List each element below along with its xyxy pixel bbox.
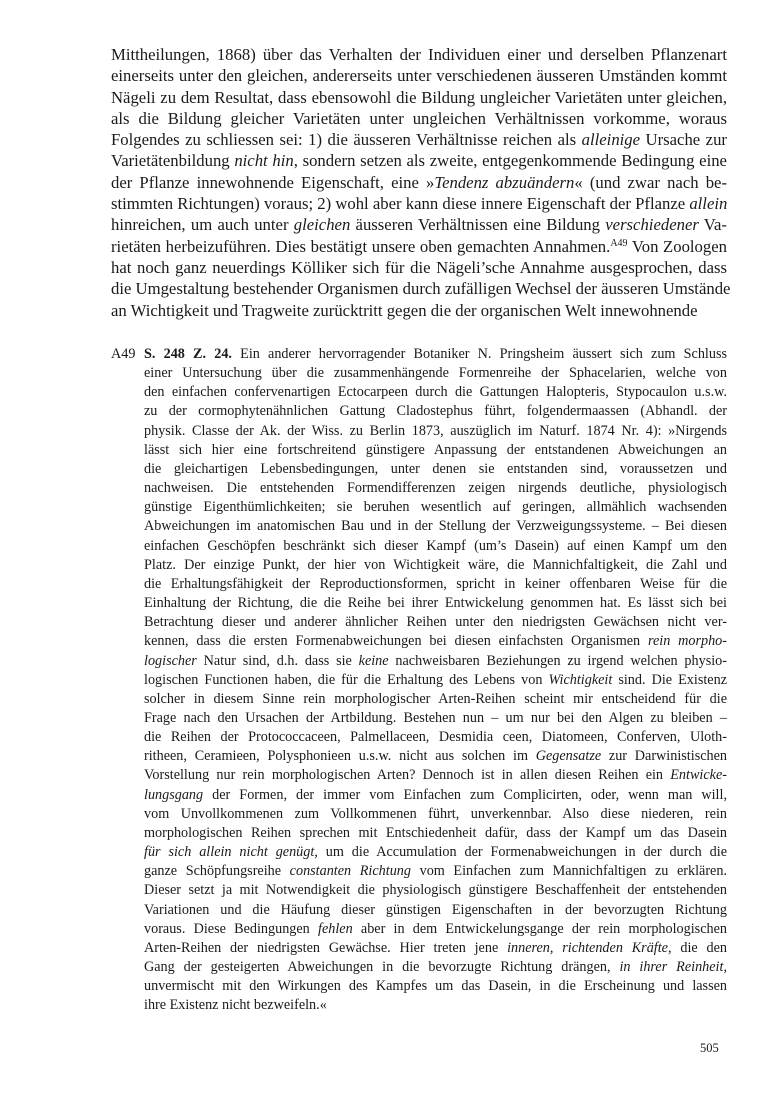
italic-text: rein morpho- — [647, 633, 727, 650]
main-text-line: die Umgestaltung bestehender Organismen durch zufälligen Wechsel der äusseren Umstände — [111, 279, 731, 299]
endnote-line: einfachen Geschöpfen beschränkt sich dieser Kampf (um’s Dasein) auf einen Kampf um den — [144, 537, 727, 554]
endnote-line: Einhaltung der Richtung, die die Reihe bei ihrer Entwickelung genommen hat. Es lässt sich bei — [144, 595, 727, 612]
endnote-line: morphologischen Reihen sprechen mit Entschiedenheit dafür, dass der Kampf um das Dasein — [144, 824, 727, 841]
main-text-line: rietäten herbeizuführen. Dies bestätigt unsere oben gemachten Annahmen.$^{A49}$ Von Zoologen — [111, 236, 727, 256]
main-text-line: hat noch ganz neuerdings Kölliker sich für die Nägeli’sche Annahme ausgesprochen, dass — [111, 257, 727, 277]
endnote-a49 — [111, 345, 727, 1015]
endnote-line: Arten-Reihen der niedrigsten Gewächse. Hier treten jene inneren, richtenden Kräfte, die den — [144, 939, 727, 956]
endnote-line: S. 248 Z. 24. Ein anderer hervorragender Botaniker N. Pringsheim äussert sich zum Schluss — [144, 346, 727, 362]
endnote-reference: A49 — [610, 237, 628, 249]
italic-text: Tendenz abzuändern — [434, 172, 575, 192]
italic-text: in ihrer Reinheit — [619, 959, 724, 975]
endnote-line: Gang der gesteigerten Abweichungen in die bevorzugte Richtung drängen, in ihrer Reinheit, — [144, 959, 727, 975]
main-text — [111, 44, 731, 321]
endnote-line: die Erhaltungsfähigkeit der Reproductionsformen, spricht in keiner offenbaren Weise für die — [144, 575, 727, 592]
main-text-line: Varietätenbildung nicht hin, sondern setzen als zweite, entgegenkommende Bedingung eine — [111, 151, 727, 171]
endnote-line: nachweisen. Die entstehenden Formendifferenzen zeigen nirgends deutliche, physiologisch — [144, 480, 727, 497]
endnote-body — [144, 345, 727, 1015]
italic-text: verschiedener — [605, 215, 699, 235]
endnote-line: Vorstellung nur rein morphologischen Arten? Dennoch ist in allen diesen Reihen ein Entwicke- — [144, 767, 727, 784]
page-number: 505 — [700, 1041, 719, 1055]
endnote-line: kennen, dass die ersten Formenabweichungen bei diesen einfachsten Organismen rein morpho- — [144, 633, 727, 650]
italic-text: lungsgang — [144, 786, 204, 803]
italic-text: für sich allein nicht genügt, — [144, 844, 318, 861]
endnote-line: logischen Functionen haben, die für die Erhaltung des Lebens von Wichtigkeit sind. Die Existenz — [144, 671, 727, 688]
endnote-line: lässt sich hier eine fortschreitend günstigere Anpassung der entstandenen Abweichungen an — [144, 441, 727, 458]
main-text-line: Nägeli zu dem Resultat, dass ebensowohl die Bildung ungleicher Varietäten unter gleichen, — [111, 87, 727, 107]
endnote-line: Abweichungen im anatomischen Bau und in der Stellung der Verzweigungssysteme. – Bei diesen — [144, 518, 727, 535]
endnote-line: die gleichartigen Lebensbedingungen, unter denen sie entstanden sind, voraussetzen und — [144, 460, 727, 477]
main-text-line: Mittheilungen, 1868) über das Verhalten der Individuen einer und derselben Pflanzenart — [111, 45, 727, 64]
main-text-line: Folgendes zu schliessen sei: 1) die äusseren Verhältnisse reichen als alleinige Ursache zur — [111, 130, 727, 150]
endnote-line: den einfachen confervenartigen Ectocarpeen durch die Gattungen Halopteris, Stypocaulon u.s.w. — [144, 384, 727, 401]
italic-text: Wichtigkeit — [548, 671, 613, 688]
endnote-line: voraus. Diese Bedingungen fehlen aber in dem Entwickelungsgange der rein morphologischen — [144, 920, 727, 937]
main-text-line: einerseits unter den gleichen, andererseits unter verschiedenen äusseren Umständen kommt — [111, 66, 727, 86]
endnote-line: einer Untersuchung über die zusammenhängende Formenreihe der Sphacelarien, welche von — [144, 365, 727, 382]
italic-text: Entwicke- — [670, 767, 727, 784]
note-lemma: S. 248 Z. 24. — [144, 346, 232, 362]
italic-text: gleichen — [293, 215, 351, 235]
endnote-line: ritheen, Ceramieen, Polysphonieen u.s.w. nicht aus solchen im Gegensatze zur Darwinistischen — [144, 748, 727, 765]
endnote-line: die Reihen der Protococcaceen, Palmellaceen, Desmidia ceen, Diatomeen, Conferven, Uloth- — [144, 729, 727, 746]
italic-text: keine — [358, 652, 389, 669]
endnote-line: zu der cormophytenähnlichen Gattung Cladostephus führt, folgendermaassen (Abhandl. der — [144, 403, 727, 420]
endnote-label: A49 — [111, 346, 136, 362]
main-text-line: an Wichtigkeit und Tragweite zurücktritt gegen die der organischen Welt innewohnende — [111, 300, 698, 320]
endnote-line: vom Unvollkommenen zum Vollkommenen führt, unverkennbar. Also diese niederen, rein — [144, 805, 727, 822]
italic-text: fehlen — [318, 920, 353, 937]
endnote-line: Platz. Der einzige Punkt, der hier von Wichtigkeit wäre, die Mannichfaltigkeit, die Zahl und — [144, 556, 727, 573]
italic-text: alleinige — [581, 130, 641, 150]
italic-text: Gegensatze — [535, 748, 602, 765]
italic-text: logischer — [144, 652, 197, 669]
endnote-line: solcher in diesem Sinne rein morphologischer Arten-Reihen scheint mir entscheidend für die — [144, 690, 727, 707]
endnote-line: Frage nach den Ursachen der Artbildung. Bestehen nun – um nur bei den Algen zu bleiben – — [144, 709, 727, 726]
main-text-line: stimmten Richtungen) voraus; 2) wohl aber kann diese innere Eigenschaft der Pflanze allein — [111, 194, 728, 214]
italic-text: constanten Richtung — [289, 863, 411, 880]
italic-text: allein — [689, 194, 728, 214]
endnote-line: ganze Schöpfungsreihe constanten Richtung vom Einfachen zum Mannichfaltigen zu erklären. — [144, 863, 727, 880]
main-text-line: hinreichen, um auch unter gleichen äusseren Verhältnissen eine Bildung verschiedener Va- — [111, 215, 727, 235]
endnote-line: lungsgang der Formen, der immer vom Einfachen zum Complicirten, oder, wenn man will, — [144, 786, 727, 803]
endnote-line: ihre Existenz nicht bezweifeln.« — [144, 997, 327, 1014]
endnote-line: günstige Eigenthümlichkeiten; sie beruhen wesentlich auf geringen, allmählich wachsenden — [144, 499, 727, 516]
endnote-line: Betrachtung dieser und anderer ähnlicher Reihen unter den niedrigsten Gewächsen nicht ver- — [144, 614, 727, 631]
main-text-line: als die Bildung gleicher Varietäten unter ungleichen Verhältnissen vorkomme, woraus — [111, 108, 727, 128]
endnote-line: physik. Classe der Ak. der Wiss. zu Berlin 1873, auszüglich im Naturf. 1874 Nr. 4): »Nirgends — [144, 422, 727, 439]
endnote-line: für sich allein nicht genügt, um die Accumulation der Formenabweichungen in der durch die — [144, 844, 727, 861]
main-text-line: der Pflanze innewohnende Eigenschaft, eine »Tendenz abzuändern« (und zwar nach be- — [111, 172, 727, 192]
endnote-line: Dieser setzt ja mit Notwendigkeit die physiologisch günstigere Beschaffenheit der entstehenden — [144, 882, 727, 899]
italic-text: nicht hin — [234, 151, 294, 171]
italic-text: inneren, richtenden Kräfte — [507, 939, 668, 956]
endnote-line: unvermischt mit den Wirkungen des Kampfes um das Dasein, in die Erscheinung und lassen — [144, 978, 727, 995]
endnote-line: logischer Natur sind, d.h. dass sie keine nachweisbaren Beziehungen zu irgend welchen physio- — [144, 652, 727, 669]
endnote-line: Variationen und die Häufung dieser günstigen Eigenschaften in der bevorzugten Richtung — [144, 901, 727, 918]
